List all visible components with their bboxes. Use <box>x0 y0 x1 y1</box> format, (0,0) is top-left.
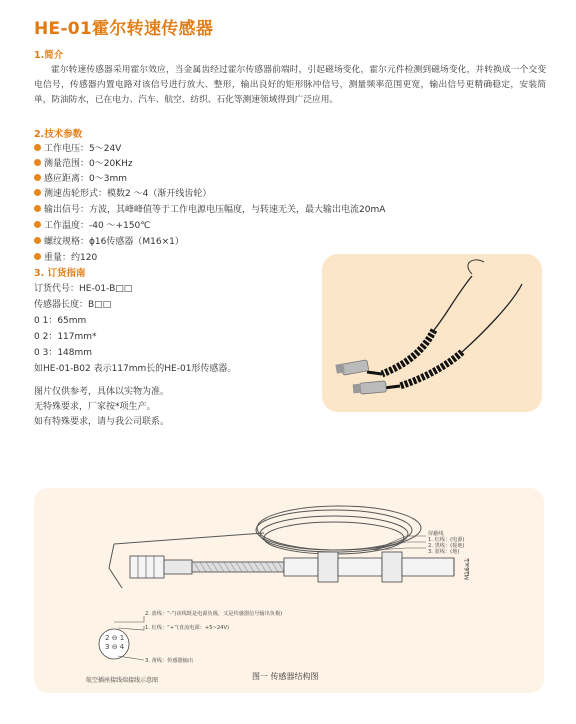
sensor-photo-illustration <box>322 254 542 412</box>
ordering-line: 如HE-01-B02 表示117mm长的HE-01形传感器。 <box>34 364 237 374</box>
product-photo <box>322 254 542 412</box>
bullet-icon <box>34 205 41 212</box>
spec-item: 工作电压：5～24V <box>34 141 121 154</box>
wire-label-red: 1. 红线：“+”(直流电源：+5~24V) <box>145 625 230 631</box>
wire-label-blue: 2. 蓝线：“-”(该线既是电源负极，又是传感器信号输出负极) <box>145 611 283 617</box>
cable-legend-line: 屏蔽线 <box>428 531 444 537</box>
bullet-icon <box>34 237 41 244</box>
ordering-line: 0 2：117mm* <box>34 332 97 342</box>
thread-label: M16×1 <box>464 558 471 580</box>
connector-caption: 航空插座接线端接线示意图 <box>86 677 159 684</box>
note-line: 无特殊要求，厂家按*项生产。 <box>34 402 156 412</box>
bullet-icon <box>34 144 41 151</box>
ordering-line: 0 3：148mm <box>34 348 93 358</box>
ordering-line: 0 1：65mm <box>34 316 87 326</box>
bullet-icon <box>34 189 41 196</box>
structure-diagram <box>34 488 544 693</box>
spec-item: 输出信号：方波，其峰峰值等于工作电源电压幅度，与转速无关，最大输出电流20mA <box>34 202 385 215</box>
spec-item: 测速齿轮形式：模数2 ～4（渐开线齿轮） <box>34 186 211 199</box>
specs-heading: 2.技术参数 <box>34 129 83 140</box>
connector-pins: 2 ⊖ 1 3 ⊖ 4 <box>105 634 125 651</box>
spec-item: 感应距离：0～3mm <box>34 171 127 184</box>
note-line: 如有特殊要求，请与我公司联系。 <box>34 417 170 427</box>
cable-legend-line: 2. 黑线：(接地) <box>428 543 465 549</box>
ordering-line: 传感器长度：B□□ <box>34 300 112 310</box>
spec-item: 螺纹规格：ϕ16传感器（M16×1） <box>34 234 184 247</box>
spec-item: 工作温度：-40 ～+150℃ <box>34 218 150 231</box>
bullet-icon <box>34 159 41 166</box>
bullet-icon <box>34 221 41 228</box>
note-line: 图片仅供参考，具体以实物为准。 <box>34 387 170 397</box>
spec-item: 测量范围：0～20KHz <box>34 156 133 169</box>
bullet-icon <box>34 174 41 181</box>
intro-heading: 1.简介 <box>34 50 64 61</box>
cable-legend-line: 3. 蓝线：(地) <box>428 549 460 555</box>
ordering-heading: 3. 订货指南 <box>34 268 86 279</box>
page-title: HE-01霍尔转速传感器 <box>34 19 214 39</box>
intro-body: 霍尔转速传感器采用霍尔效应，当金属齿经过霍尔传感器前端时，引起磁场变化，霍尔元件检测到磁场变化，并转换成一个交变电信号，传感器内置电路对该信号进行放大、整形，输出良好的矩形脉冲信号，测量频率范围更宽，输出信号更精确稳定，安装简单，防油防水，已在电力、汽车、航空、纺织、石化等测速领域得到广泛应用。 <box>34 65 546 105</box>
cable-legend-line: 1. 红线：(电源) <box>428 537 465 543</box>
sensor-structure-drawing <box>34 488 544 693</box>
bullet-icon <box>34 253 41 260</box>
wire-label-yellow: 3. 黄线：传感器输出 <box>145 658 194 664</box>
diagram-caption: 图一 传感器结构图 <box>252 672 319 681</box>
spec-item: 重量：约120 <box>34 250 97 263</box>
ordering-line: 订货代号：HE-01-B□□ <box>34 284 133 294</box>
